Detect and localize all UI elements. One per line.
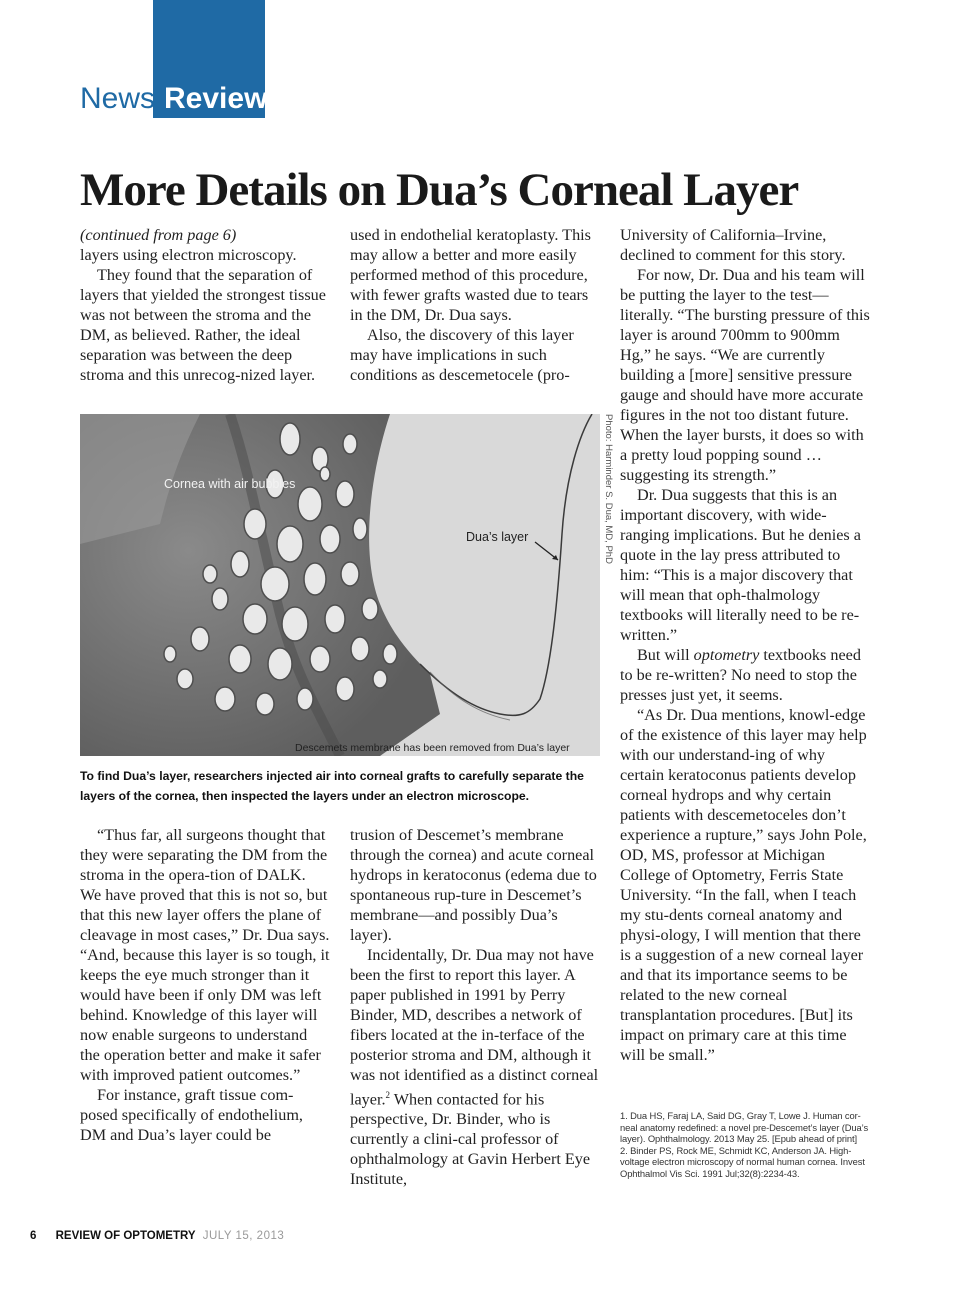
figure-micrograph: [80, 414, 600, 756]
publication-name: REVIEW OF OPTOMETRY: [55, 1230, 196, 1242]
figure-caption: To find Dua’s layer, researchers injected air into corneal grafts to carefully separate the layers of the cornea, then inspected the layers under an electron microscope.: [80, 769, 584, 803]
section-label: [80, 80, 267, 118]
column-1-bottom: [80, 825, 330, 1145]
paragraph: For now, Dr. Dua and his team will be putting the layer to the test—literally. “The bursting pressure of this layer is around 700mm to 900mm Hg,” he says. “We are currently building a [more] sensitive pressure gauge and should have more accurate figures in the not too distant future. When the layer bursts, it does so with a pretty loud popping sound … suggesting its strength.”: [620, 266, 870, 484]
paragraph: For instance, graft tissue com-posed specifically of endothelium, DM and Dua’s layer could be: [80, 1086, 303, 1144]
paragraph: But will optometry textbooks need to be re-written? No need to stop the presses just yet, it seems.: [620, 646, 861, 704]
photo-credit: Photo: Harminder S. Dua, MD, PhD: [603, 414, 614, 564]
reference-item: 2. Binder PS, Rock ME, Schmidt KC, Anderson JA. High-voltage electron microscopy of normal human cornea. Invest Ophthalmol Vis Sci. 1991 Jul;32(8):2234-43.: [620, 1144, 865, 1179]
figure-label-descemet: Descemets membrane has been removed from Dua’s layer: [295, 742, 570, 754]
paragraph: layers using electron microscopy.: [80, 246, 297, 264]
reference-item: 1. Dua HS, Faraj LA, Said DG, Gray T, Lowe J. Human cor-neal anatomy redefined: a novel pre-Descemet’s layer (Dua’s layer). Ophthalmology. 2013 May 25. [Epub ahead of print]: [620, 1110, 869, 1145]
section-label-news: News: [80, 82, 156, 115]
footnote-ref: 2: [385, 1090, 391, 1100]
figure-label-duas-layer: Dua’s layer: [466, 530, 529, 544]
page-footer: [30, 1230, 284, 1242]
paragraph: University of California–Irvine, declined to comment for this story.: [620, 226, 846, 264]
paragraph: Incidentally, Dr. Dua may not have been the first to report this layer. A paper published in 1991 by Perry Binder, MD, describes a network of fibers located at the in-terface of the posterior stroma and DM, although it was not identified as a distinct corneal layer.$^2$ When contacted for his perspective, Dr. Binder, who is currently a clini-cal professor of ophthalmology at Gavin Herbert Eye Institute,: [350, 946, 599, 1189]
column-2-bottom: [350, 825, 600, 1189]
paragraph: “As Dr. Dua mentions, knowl-edge of the existence of this layer may help with our understand-ing of why certain keratoconus patients develop corneal hydrops and why certain patients with descemetoceles don’t experience a rupture,” says John Pole, OD, MS, professor at Michigan College of Optometry, Ferris State University. “In the fall, when I teach my stu-dents corneal anatomy and physi-ology, I will mention that there is a suggestion of a new corneal layer and that its importance seems to be related to the new corneal transplantation procedures. [But] its impact on primary care at this time will be small.”: [620, 706, 867, 1064]
page-number: 6: [30, 1230, 37, 1242]
section-label-review: Review: [164, 82, 268, 115]
paragraph: Dr. Dua suggests that this is an important discovery, with wide-ranging implications. But he denies a quote in the lay press attributed to him: “This is a major discovery that will mean that oph-thalmology textbooks will literally need to be re-written.”: [620, 486, 861, 644]
paragraph: used in endothelial keratoplasty. This may allow a better and more easily performed method of this procedure, with fewer grafts wasted due to tears in the DM, Dr. Dua says.: [350, 226, 591, 324]
column-2-top: [350, 225, 600, 385]
paragraph: trusion of Descemet’s membrane through the cornea) and acute corneal hydrops in keratoconus (edema due to spontaneous rup-ture in Descemet’s membrane—and possibly Dua’s layer).: [350, 826, 597, 944]
column-3: [620, 225, 872, 1065]
column-1-top: [80, 225, 330, 385]
article-title: More Details on Dua’s Corneal Layer: [80, 164, 799, 216]
paragraph: They found that the separation of layers that yielded the strongest tissue was not between the stroma and the DM, as believed. Rather, the ideal separation was between the deep stroma and this unrecog-nized layer.: [80, 266, 326, 384]
paragraph: “Thus far, all surgeons thought that they were separating the DM from the stroma in the opera-tion of DALK. We have proved that this is not so, but that this new layer offers the plane of cleavage in most cases,” Dr. Dua says. “And, because this layer is so tough, it keeps the eye much stronger than it would have been if only DM was left behind. Knowledge of this layer will now enable surgeons to understand the operation better and make it safer with improved patient outcomes.”: [80, 826, 330, 1084]
paragraph: Also, the discovery of this layer may have implications in such conditions as descemetocele (pro-: [350, 326, 574, 384]
figure-label-cornea: Cornea with air bubbles: [164, 477, 296, 491]
issue-date: JULY 15, 2013: [202, 1230, 285, 1242]
references: [620, 1110, 872, 1180]
continued-note: (continued from page 6): [80, 226, 237, 244]
